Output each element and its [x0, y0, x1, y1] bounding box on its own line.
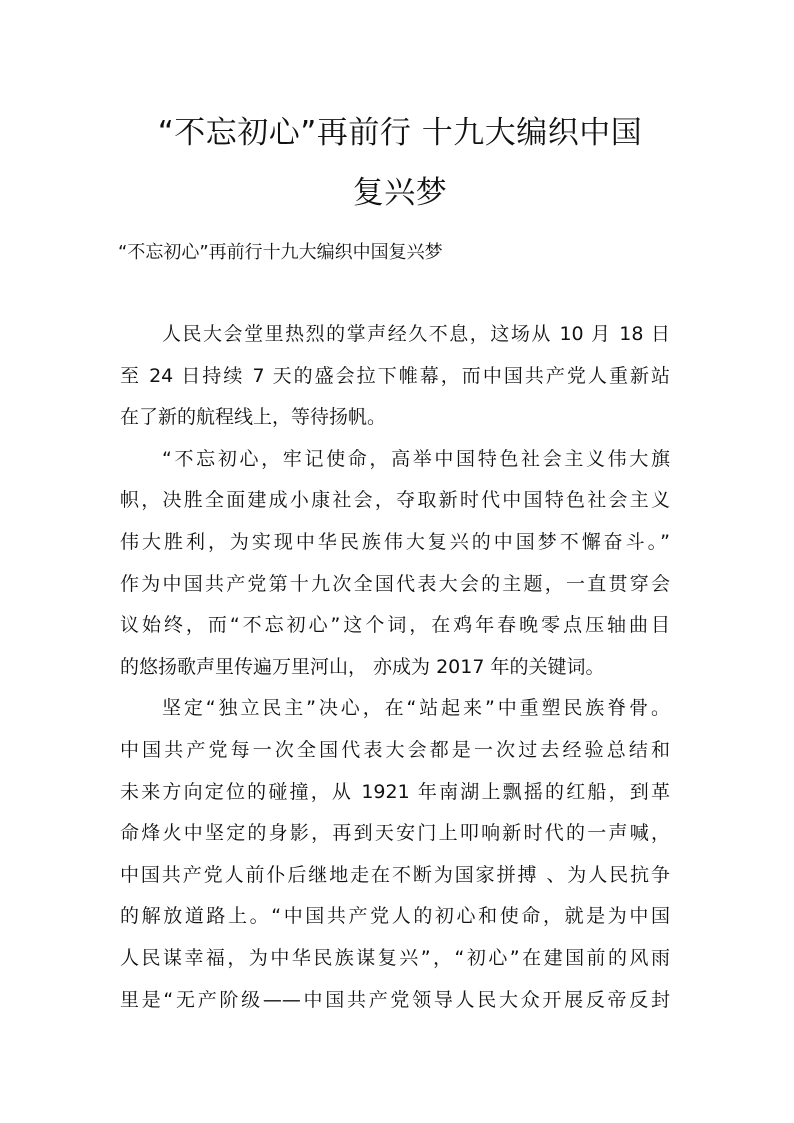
body-line: 至 24 日持续 7 天的盛会拉下帷幕，而中国共产党人重新站	[120, 364, 670, 387]
body-line: 伟大胜利，为实现中华民族伟大复兴的中国梦不懈奋斗。”	[120, 530, 670, 553]
body-line: 的悠扬歌声里传遍万里河山， 亦成为 2017 年的关键词。	[120, 655, 605, 678]
body-line: 人民大会堂里热烈的掌声经久不息，这场从 10 月 18 日	[162, 323, 670, 345]
body-line: 命烽火中坚定的身影，再到天安门上叩响新时代的一声喊，	[120, 822, 670, 845]
document-body	[120, 314, 670, 1021]
body-line: “不忘初心，牢记使命，高举中国特色社会主义伟大旗	[162, 447, 670, 470]
body-line: 中国共产党每一次全国代表大会都是一次过去经验总结和	[120, 738, 670, 761]
body-line: 人民谋幸福，为中华民族谋复兴”，“初心”在建国前的风雨	[120, 946, 670, 969]
body-line: 里是“无产阶级——中国共产党领导人民大众开展反帝反封	[120, 988, 670, 1011]
body-line: 坚定“独立民主”决心，在“站起来”中重塑民族脊骨。	[162, 697, 670, 720]
title-line: 复兴梦	[352, 175, 448, 211]
body-line: 的解放道路上。“中国共产党人的初心和使命，就是为中国	[120, 905, 670, 928]
body-line: 中国共产党人前仆后继地走在不断为国家拼搏 、为人民抗争	[120, 863, 670, 886]
body-line: 议始终，而“不忘初心”这个词，在鸡年春晚零点压轴曲目	[120, 614, 670, 637]
body-line: 未来方向定位的碰撞，从 1921 年南湖上飘摇的红船，到革	[120, 780, 670, 803]
document-subtitle: “不忘初心”再前行十九大编织中国复兴梦	[118, 242, 443, 263]
document-title	[120, 103, 680, 223]
body-line: 作为中国共产党第十九次全国代表大会的主题，一直贯穿会	[120, 572, 670, 595]
body-line: 帜，决胜全面建成小康社会，夺取新时代中国特色社会主义	[120, 489, 670, 512]
body-line: 在了新的航程线上，等待扬帆。	[120, 406, 387, 429]
title-line: “不忘初心”再前行 十九大编织中国	[157, 115, 643, 151]
